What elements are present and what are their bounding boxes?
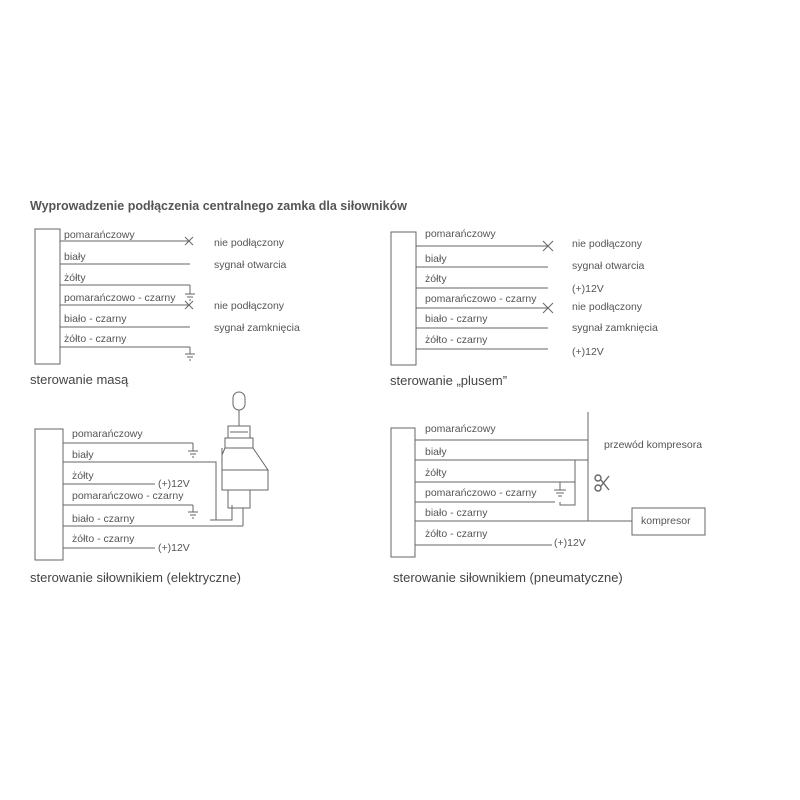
wire-label: żółty [425,273,447,285]
wire-label: pomarańczowo - czarny [425,487,537,499]
wire-label: żółty [72,470,94,482]
diagram-caption: sterowanie siłownikiem (pneumatyczne) [393,570,623,585]
side-label: (+)12V [572,346,604,358]
wire-label: biały [425,446,447,458]
wire-label: pomarańczowo - czarny [72,490,184,502]
wire-label: biało - czarny [72,513,135,525]
side-label: (+)12V [158,478,190,490]
wire-label: żółty [425,467,447,479]
wire-label: biało - czarny [425,313,488,325]
wire-label: biało - czarny [64,313,127,325]
side-label: nie podłączony [214,300,285,312]
side-label: nie podłączony [572,301,643,313]
scissors-icon [595,475,609,491]
compressor-label: kompresor [641,515,691,527]
side-label: nie podłączony [572,238,643,250]
page-title: Wyprowadzenie podłączenia centralnego zamka dla siłowników [30,199,407,213]
wire-label: żółto - czarny [425,334,488,346]
wire-label: biało - czarny [425,507,488,519]
side-label: sygnał zamknięcia [214,322,300,334]
wire-label: pomarańczowo - czarny [425,293,537,305]
side-label: (+)12V [572,283,604,295]
ground-icon [188,505,198,518]
wire-label: żółto - czarny [425,528,488,540]
ground-icon [185,285,195,300]
connector-block [35,429,63,560]
side-label: (+)12V [554,537,586,549]
side-label: sygnał otwarcia [214,259,287,271]
wire-label: pomarańczowy [425,228,496,240]
wire-label: żółto - czarny [72,533,135,545]
diagram-caption: sterowanie siłownikiem (elektryczne) [30,570,241,585]
side-label: nie podłączony [214,237,285,249]
wire-label: pomarańczowy [64,229,135,241]
connector-block [391,232,416,365]
connector-block [35,229,60,364]
side-label: przewód kompresora [604,439,703,451]
wire-label: biały [72,449,94,461]
ground-icon [554,482,566,496]
wire-label: pomarańczowy [72,428,143,440]
actuator-icon [222,392,268,508]
wire-label: żółty [64,272,86,284]
wire-label: pomarańczowo - czarny [64,292,176,304]
connector-block [391,428,415,557]
diagram-caption: sterowanie „plusem” [390,373,508,388]
diagram-caption: sterowanie masą [30,372,129,387]
side-label: (+)12V [158,542,190,554]
ground-icon [188,443,198,457]
side-label: sygnał otwarcia [572,260,645,272]
side-label: sygnał zamknięcia [572,322,658,334]
wire-label: biały [425,253,447,265]
ground-icon [185,347,195,360]
wire-label: pomarańczowy [425,423,496,435]
wire-label: biały [64,251,86,263]
wire-label: żółto - czarny [64,333,127,345]
